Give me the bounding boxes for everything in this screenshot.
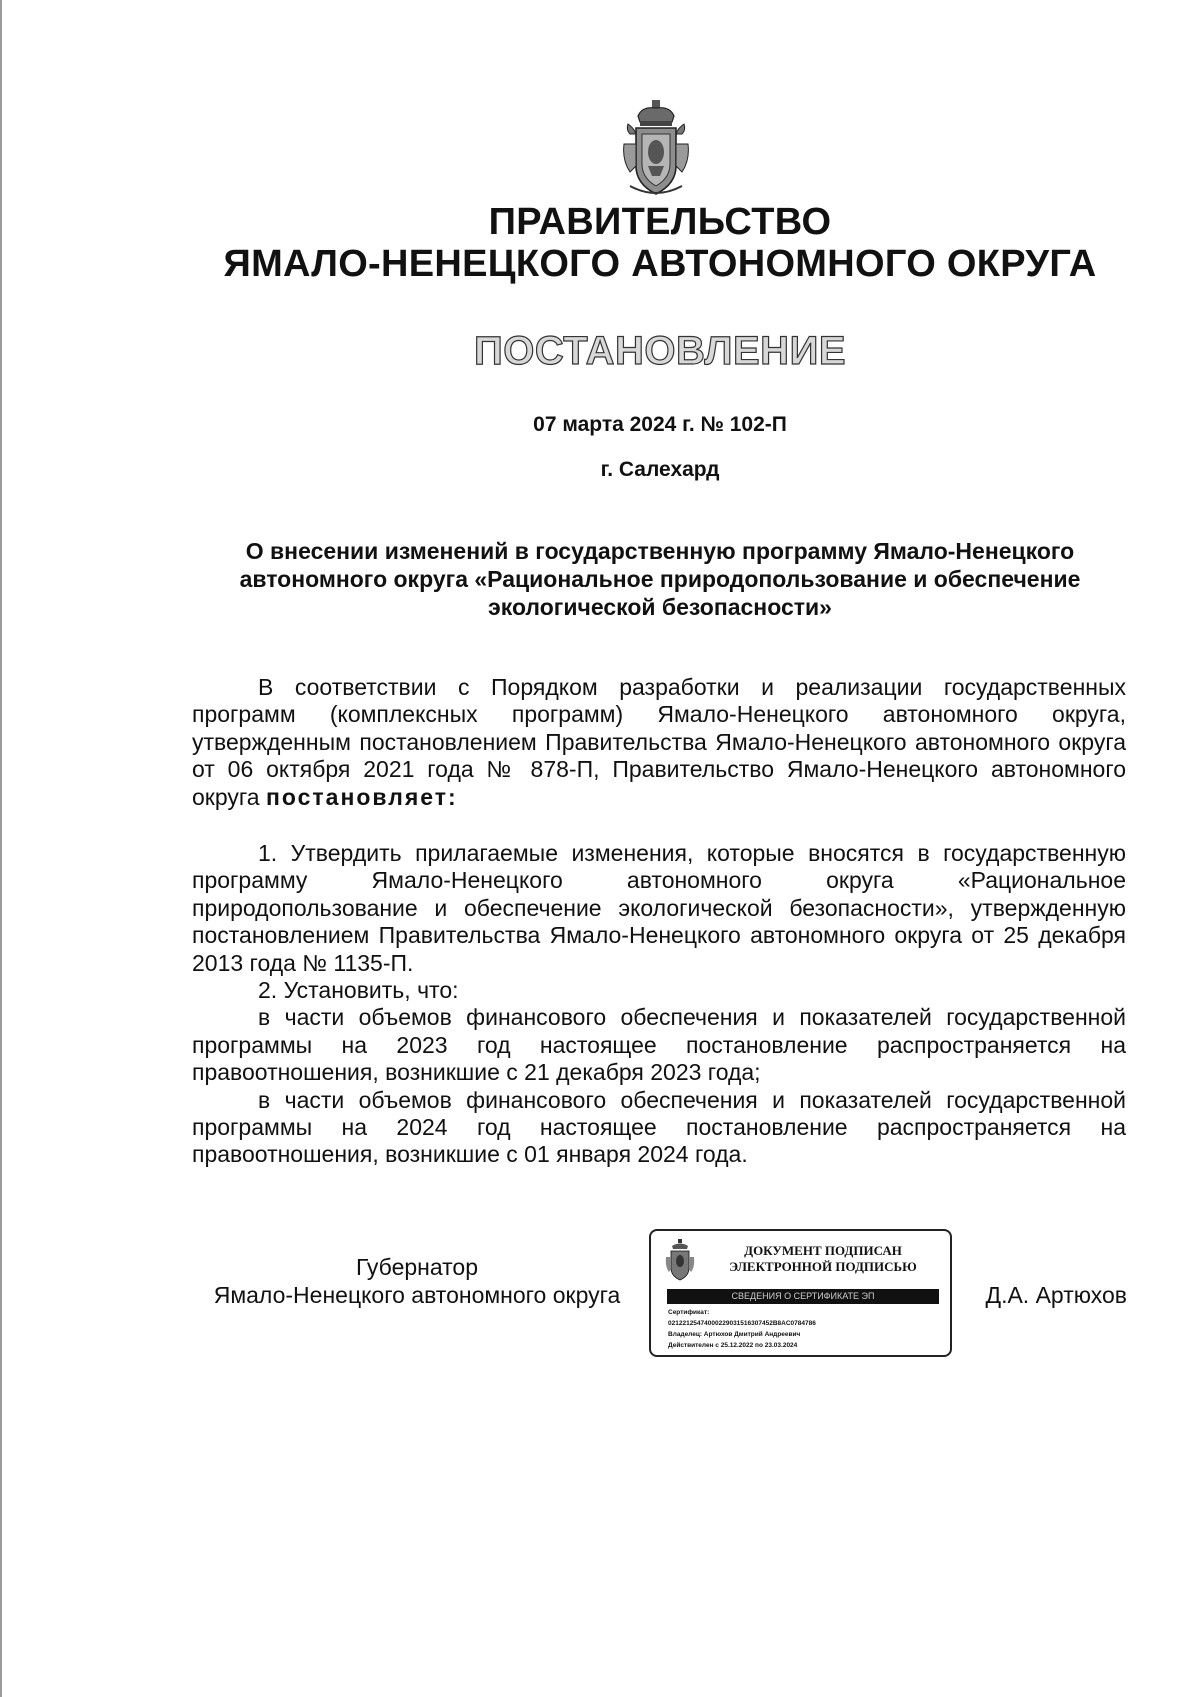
preamble-paragraph — [192, 674, 1126, 811]
document-city: г. Салехард — [600, 458, 720, 481]
signer-name: Д.А. Артюхов — [985, 1282, 1127, 1308]
resolution-item: 2. Установить, что: — [258, 977, 459, 1004]
stamp-title-line1: ДОКУМЕНТ ПОДПИСАН — [744, 1243, 902, 1258]
stamp-validity: Действителен с 25.12.2022 по 23.03.2024 — [668, 1342, 798, 1349]
stamp-cert-number: 02122125474000229031516307452B8AC0784786 — [668, 1320, 816, 1327]
stamp-certificate-bar: СВЕДЕНИЯ О СЕРТИФИКАТЕ ЭП — [667, 1289, 939, 1304]
resolution-item: 1. Утвердить прилагаемые изменения, которые вносятся в государственную программу Ямало-Ненецкого автономного округа «Рациональное природопользование и обеспечение экологической безопасности», утвержденную постановлением Правительства Ямало-Ненецкого автономного округа от 25 декабря 2013 года № 1135-П. — [192, 840, 1126, 976]
signer-position-region: Ямало-Ненецкого автономного округа — [213, 1282, 621, 1308]
subject-line: экологической безопасности» — [488, 594, 832, 620]
government-name-line1: ПРАВИТЕЛЬСТВО — [488, 201, 832, 243]
coat-of-arms-icon — [665, 1239, 695, 1283]
coat-of-arms-icon — [622, 100, 690, 200]
resolution-subitem: в части объемов финансового обеспечения и показателей государственной программы на 2024 год настоящее постановление распространяется на правоотношения, возникшие с 01 января 2024 года. — [192, 1086, 1126, 1168]
stamp-cert-label: Сертификат: — [668, 1309, 710, 1316]
resolution-subitem: в части объемов финансового обеспечения и показателей государственной программы на 2023 год настоящее постановление распространяется на правоотношения, возникшие с 21 декабря 2023 года; — [192, 1004, 1126, 1086]
stamp-title — [707, 1243, 939, 1275]
document-subject — [190, 537, 1130, 621]
document-type-heading: ПОСТАНОВЛЕНИЕ — [473, 329, 846, 373]
government-name-line2: ЯМАЛО-НЕНЕЦКОГО АВТОНОМНОГО ОКРУГА — [223, 243, 1097, 285]
stamp-owner: Владелец: Артюхов Дмитрий Андреевич — [668, 1331, 801, 1338]
document-date-number: 07 марта 2024 г. № 102-П — [533, 413, 787, 436]
resolution-items — [192, 840, 1126, 1169]
signer-position-title: Губернатор — [355, 1254, 479, 1280]
stamp-title-line2: ЭЛЕКТРОННОЙ ПОДПИСЬЮ — [729, 1259, 917, 1274]
subject-line: О внесении изменений в государственную программу Ямало-Ненецкого — [245, 538, 1075, 564]
stamp-certificate-details — [668, 1307, 944, 1351]
resolves-keyword: постановляет: — [265, 783, 458, 810]
electronic-signature-stamp — [649, 1229, 952, 1357]
preamble-text: В соответствии с Порядком разработки и реализации государственных программ (комплексных программ) Ямало-Ненецкого автономного округа, утвержденным постановлением Правительства Ямало-Ненецкого автономного округа от 06 октября 2021 года № 878-П, Правительство Ямало-Ненецкого автономного округа — [192, 674, 1126, 810]
signer-position — [192, 1253, 642, 1309]
subject-line: автономного округа «Рациональное природопользование и обеспечение — [239, 566, 1081, 592]
